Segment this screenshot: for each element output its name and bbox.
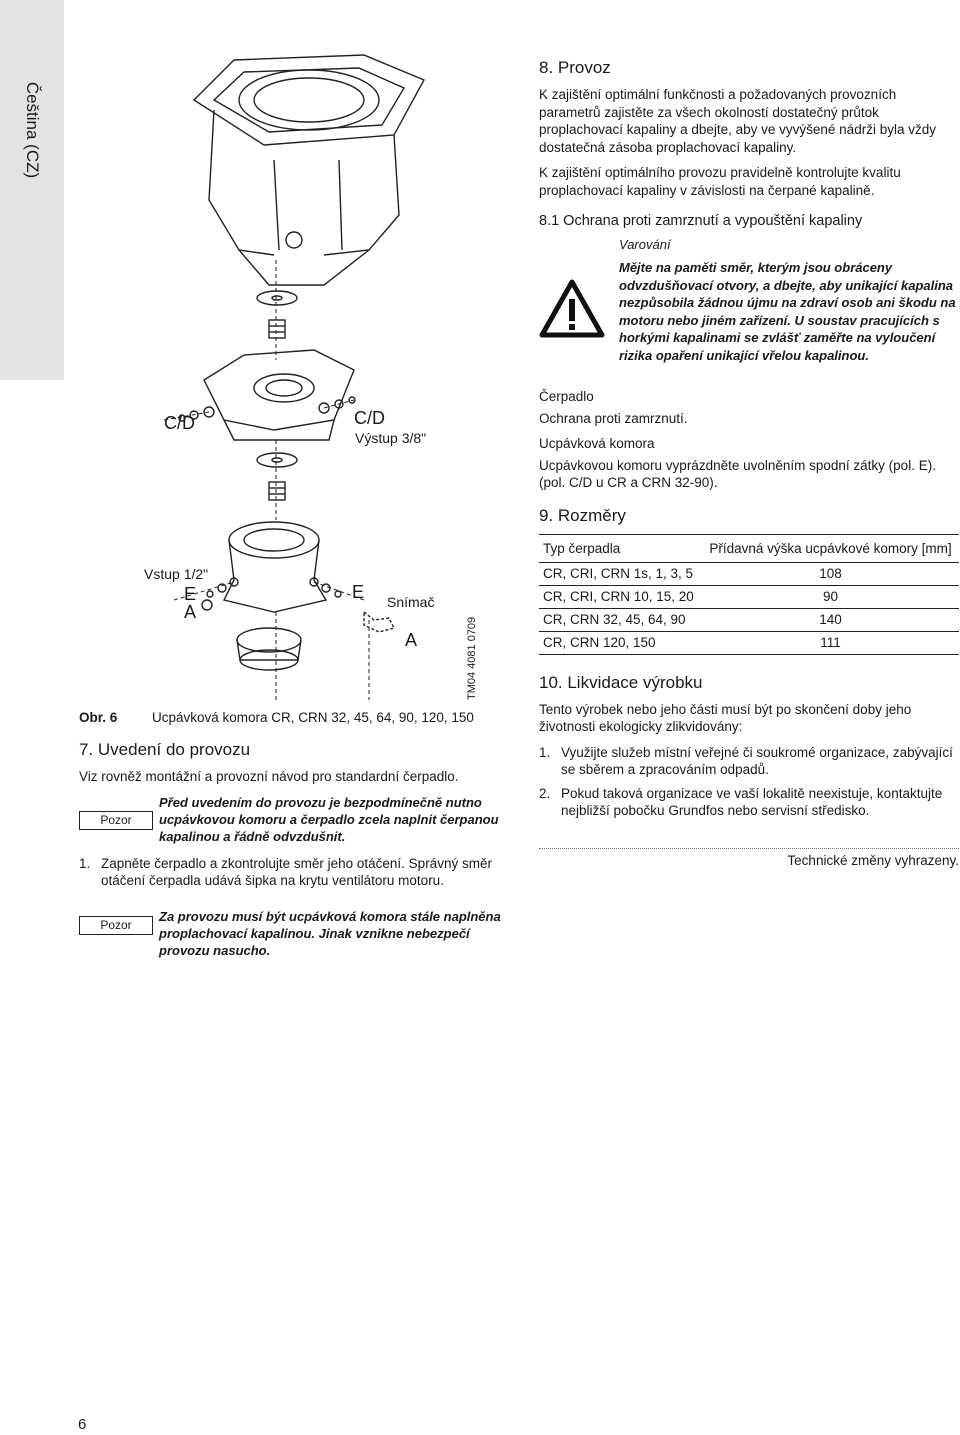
figure-caption [79, 710, 474, 725]
warning-block [539, 237, 959, 383]
section7-intro: Viz rovněž montážní a provozní návod pro standardní čerpadlo. [79, 769, 459, 784]
startup-steps [79, 855, 509, 890]
left-column [79, 740, 509, 969]
cell-height: 111 [702, 631, 959, 654]
pump-text: Ochrana proti zamrznutí. [539, 411, 688, 426]
section10-intro: Tento výrobek nebo jeho části musí být po skončení doby jeho životnosti ekologicky zlikvidovány: [539, 701, 912, 734]
column-header-height: Přídavná výška ucpávkové komory [mm] [702, 534, 959, 562]
section8-p2: K zajištění optimálního provozu pravidelně kontrolujte kvalitu proplachovací kapaliny v závislosti na čerpané kapalině. [539, 165, 901, 198]
table-row [539, 608, 959, 631]
item-text: Využijte služeb místní veřejné či soukromé organizace, zabývající se sběrem a zpracováním odpadů. [561, 744, 953, 777]
language-tab [0, 0, 64, 380]
step-number: 1. [79, 855, 91, 871]
label-e-left: E [184, 584, 197, 604]
disposal-steps [539, 744, 959, 820]
item-text: Pokud taková organizace ve vaší lokalitě neexistuje, kontaktujte nejbližší pobočku Grundfos nebo servisní středisko. [561, 785, 943, 818]
chamber-label: Ucpávková komora [539, 435, 655, 451]
cell-type: CR, CRI, CRN 1s, 1, 3, 5 [539, 562, 702, 585]
label-outlet: Výstup 3/8" [355, 430, 427, 446]
dimensions-table [539, 534, 959, 655]
warning-title: Varování [619, 237, 671, 252]
technical-changes-note: Technické změny vyhrazeny. [539, 848, 959, 868]
diagram-drawing [64, 0, 524, 710]
list-item [79, 855, 509, 890]
cell-type: CR, CRI, CRN 10, 15, 20 [539, 585, 702, 608]
table-row [539, 562, 959, 585]
pump-label: Čerpadlo [539, 389, 594, 404]
cell-type: CR, CRN 120, 150 [539, 631, 702, 654]
section8-heading: 8. Provoz [539, 58, 611, 77]
exploded-diagram [64, 0, 524, 710]
cell-height: 90 [702, 585, 959, 608]
list-item [539, 744, 959, 779]
label-inlet: Vstup 1/2" [144, 566, 209, 582]
label-cd-left: C/D [164, 413, 195, 433]
tm-code: TM04 4081 0709 [466, 616, 478, 700]
caption-number: Obr. 6 [79, 710, 118, 725]
caption-text: Ucpávková komora CR, CRN 32, 45, 64, 90, 120, 150 [152, 710, 474, 725]
caution-block-1 [79, 794, 509, 845]
item-number: 1. [539, 744, 551, 760]
right-column [539, 58, 959, 868]
caution-badge-1: Pozor [79, 811, 153, 830]
table-row [539, 585, 959, 608]
table-header-row [539, 534, 959, 562]
chamber-text: Ucpávkovou komoru vyprázdněte uvolněním spodní zátky (pol. E). (pol. C/D u CR a CRN 32-90). [539, 457, 936, 490]
section8-p1: K zajištění optimální funkčnosti a požadovaných provozních parametrů zajistěte za všech okolností dostatečný průtok proplachovací kapaliny a dbejte, aby ve vyvýšené nádrži byla vždy dostatečná zásoba proplachovací kapaliny. [539, 87, 936, 155]
caution-badge-2: Pozor [79, 916, 153, 935]
section9-heading: 9. Rozměry [539, 505, 626, 525]
label-a-left: A [184, 602, 197, 622]
table-row [539, 631, 959, 654]
label-sensor: Snímač [387, 594, 435, 610]
caution-text-1: Před uvedením do provozu je bezpodmínečně nutno ucpávkovou komoru a čerpadlo zcela naplnit čerpanou kapalinou a řádně odvzdušnit. [159, 794, 499, 844]
list-item [539, 785, 959, 820]
warning-triangle-icon [539, 279, 605, 339]
warning-text: Mějte na paměti směr, kterým jsou obráceny odvzdušňovací otvory, a dbejte, aby unikající kapalina nezpůsobila žádnou újmu na zdraví osob ani škodu na motoru nebo jiném zařízení. U soustav pracujících s horkými kapalinami se zvlášť zaměřte na vyloučení rizika opaření unikající vřelou kapalinou. [619, 260, 956, 363]
step-text: Zapněte čerpadlo a zkontrolujte směr jeho otáčení. Správný směr otáčení čerpadla udává šipka na krytu ventilátoru motoru. [101, 855, 492, 888]
language-tab-label: Čeština (CZ) [23, 81, 42, 179]
item-number: 2. [539, 785, 551, 801]
page-number: 6 [78, 1416, 87, 1433]
cell-height: 140 [702, 608, 959, 631]
section81-heading: 8.1 Ochrana proti zamrznutí a vypouštění kapaliny [539, 213, 863, 229]
section7-heading: 7. Uvedení do provozu [79, 740, 251, 759]
label-cd-right: C/D [354, 408, 385, 428]
caution-text-2: Za provozu musí být ucpávková komora stále naplněna proplachovací kapalinou. Jinak vznikne nebezpečí provozu nasucho. [159, 908, 501, 958]
label-e-right: E [352, 582, 365, 602]
caution-block-2 [79, 908, 509, 959]
section10-heading: 10. Likvidace výrobku [539, 672, 703, 692]
label-a-right: A [405, 630, 418, 650]
column-header-type: Typ čerpadla [539, 534, 702, 562]
cell-type: CR, CRN 32, 45, 64, 90 [539, 608, 702, 631]
cell-height: 108 [702, 562, 959, 585]
